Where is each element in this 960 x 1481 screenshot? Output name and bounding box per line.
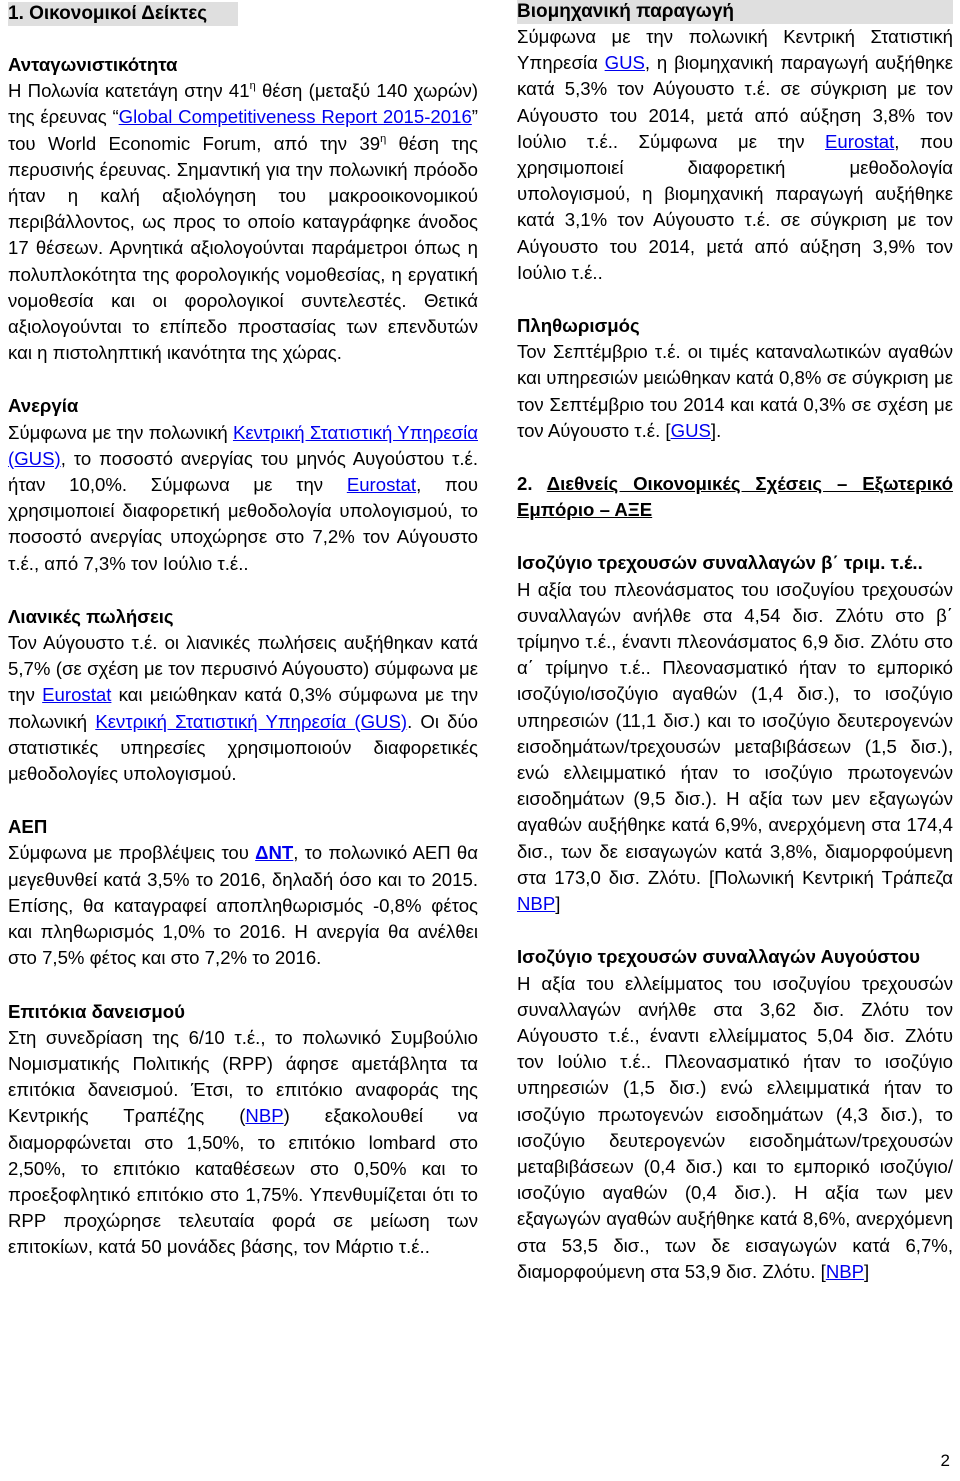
- ca-q2-heading: Ισοζύγιο τρεχουσών συναλλαγών β΄ τριμ. τ.έ..: [517, 552, 923, 574]
- rates-heading: Επιτόκια δανεισμού: [8, 1000, 185, 1022]
- eurostat-link[interactable]: Eurostat: [346, 474, 417, 496]
- inflation-paragraph: Τον Σεπτέμβριο τ.έ. οι τιμές καταναλωτικών αγαθών και υπηρεσιών μειώθηκαν κατά 0,8% σε σύγκριση με τον Σεπτέμβριο του 2014 και κατά 0,3% σε σχέση με τον Αύγουστο τ.έ. [GUS].: [517, 341, 953, 441]
- ca-aug-heading: Ισοζύγιο τρεχουσών συναλλαγών Αυγούστου: [517, 946, 920, 968]
- left-column: [8, 0, 478, 1261]
- ca-aug-paragraph: Η αξία του ελλείμματος του ισοζυγίου τρεχουσών συναλλαγών ανήλθε στα 3,62 δισ. Ζλότυ τον Αύγουστο τ.έ., έναντι ελλείμματος 5,04 δισ. Ζλότυ τον Ιούλιο τ.έ.. Πλεονασματικό ήταν το ισοζύγιο υπηρεσιών (1,5 δισ.) ενώ ελλειμματικά ήταν το ισοζύγιο πρωτογενών εισοδημάτων (4,3 δισ.), το ισοζύγιο δευτερογενών εισοδημάτων/τρεχουσών μεταβιβάσεων (0,4 δισ.) και το εμπορικό ισοζύγιο/ισοζύγιο αγαθών (0,4 δισ.). Η αξία των μεν εξαγωγών αγαθών αυξήθηκε κατά 8,6%, ανερχόμενη στα 53,5 δισ., των δε εισαγωγών κατά 6,7%, διαμορφούμενη στα 53,9 δισ. Ζλότυ. [NBP]: [517, 972, 953, 1282]
- competitiveness-paragraph: Η Πολωνία κατετάγη στην $41^\eta$ θέση (μεταξύ 140 χωρών) της έρευνας “Global Competitiveness Report 2015-2016” του World Economic Forum, από την $39^\eta$ θέση της περυσινής έρευνας. Σημαντική για την πολωνική πρόοδο ήταν η καλή αξιολόγηση του μακροοικονομικού περιβάλλοντος, ως προς το οποίο καταγράφηκε άνοδος 17 θέσεων. Αρνητικά αξιολογούνται παράμετροι όπως η πολυπλοκότητα της φορολογικής νομοθεσίας, η εργατική νομοθεσία και οι φορολογικοί συντελεστές. Θετικά αξιολογούνται το επίπεδο προστασίας των επενδυτών και η πιστοληπτική ικανότητα της χώρας.: [8, 80, 479, 364]
- retail-paragraph: Τον Αύγουστο τ.έ. οι λιανικές πωλήσεις αυξήθηκαν κατά 5,7% (σε σχέση με τον περυσινό Αύγουστο) σύμφωνα με την Eurostat και μειώθηκαν κατά 0,3% σύμφωνα με την πολωνική Κεντρική Στατιστική Υπηρεσία (GUS). Οι δύο στατιστικές υπηρεσίες χρησιμοποιούν διαφορετικές μεθοδολογίες υπολογισμού.: [8, 632, 478, 785]
- nbp-link[interactable]: NBP: [245, 1105, 284, 1127]
- right-column: [517, 0, 953, 1285]
- gdp-paragraph: Σύμφωνα με προβλέψεις του ΔΝΤ, το πολωνικό ΑΕΠ θα μεγεθυνθεί κατά 3,5% το 2016, δηλαδή όσο και το 2015. Επίσης, θα καταγραφεί αποπληθωρισμός -0,8% φέτος και πληθωρισμός 1,0% το 2016. Η ανεργία θα ανέλθει στο 7,5% φέτος και στο 7,2% το 2016.: [8, 842, 478, 969]
- unemployment-paragraph: Σύμφωνα με την πολωνική Κεντρική Στατιστική Υπηρεσία (GUS), το ποσοστό ανεργίας του μηνός Αυγούστου τ.έ. ήταν 10,0%. Σύμφωνα με την Eurostat, που χρησιμοποιεί διαφορετική μεθοδολογία υπολογισμού, το ποσοστό ανεργίας υποχώρησε στο 7,2% τον Αύγουστο τ.έ., από 7,3% τον Ιούλιο τ.έ..: [8, 421, 478, 574]
- rates-paragraph: Στη συνεδρίαση της 6/10 τ.έ., το πολωνικό Συμβούλιο Νομισματικής Πολιτικής (RPP) άφησε αμετάβλητα τα επιτόκια δανεισμού. Έτσι, το επιτόκιο αναφοράς της Κεντρικής Τραπέζης (NBP) εξακολουθεί να διαμορφώνεται στο 1,50%, το επιτόκιο lombard στο 2,50%, το επιτόκιο καταθέσεων στο 0,50% και το προεξοφλητικό επιτόκιο στο 1,75%. Υπενθυμίζεται ότι το RPP προχώρησε τελευταία φορά σε μείωση των επιτοκίων, κατά 50 μονάδες βάσης, τον Μάρτιο τ.έ..: [8, 1026, 478, 1258]
- section-2-title: 2. Διεθνείς Οικονομικές Σχέσεις – Εξωτερικό Εμπόριο – ΑΞΕ: [517, 473, 954, 521]
- section-1-title: 1. Οικονομικοί Δείκτες: [8, 2, 238, 26]
- industry-paragraph: Σύμφωνα με την πολωνική Κεντρική Στατιστική Υπηρεσία GUS, η βιομηχανική παραγωγή αυξήθηκε κατά 5,3% τον Αύγουστο τ.έ. σε σύγκριση με τον Αύγουστο του 2014, μετά από αύξηση 3,8% τον Ιούλιο τ.έ.. Σύμφωνα με την Eurostat, που χρησιμοποιεί διαφορετική μεθοδολογία υπολογισμού, η βιομηχανική παραγωγή αυξήθηκε κατά 3,1% τον Αύγουστο τ.έ. σε σύγκριση με τον Αύγουστο του 2014, μετά από αύξηση 3,9% τον Ιούλιο τ.έ..: [517, 26, 953, 283]
- nbp-link[interactable]: NBP: [517, 893, 556, 915]
- gus-link[interactable]: GUS: [670, 419, 711, 441]
- imf-link[interactable]: ΔΝΤ: [255, 842, 294, 864]
- competitiveness-heading: Ανταγωνιστικότητα: [8, 54, 178, 75]
- retail-heading: Λιανικές πωλήσεις: [8, 605, 174, 627]
- gus-link[interactable]: GUS: [604, 52, 645, 74]
- ca-q2-paragraph: Η αξία του πλεονάσματος του ισοζυγίου τρεχουσών συναλλαγών ανήλθε στα 4,54 δισ. Ζλότυ στο β΄ τρίμηνο τ.έ., έναντι πλεονάσματος 6,9 δισ. Ζλότυ στο α΄ τρίμηνο τ.έ.. Πλεονασματικό ήταν το εμπορικό ισοζύγιο/ισοζύγιο αγαθών (1,4 δισ.), το ισοζύγιο υπηρεσιών (11,1 δισ.) και το ισοζύγιο δευτερογενών εισοδημάτων/τρεχουσών μεταβιβάσεων (1,5 δισ.), ενώ ελλειμματικό ήταν το ισοζύγιο πρωτογενών εισοδημάτων (9,5 δισ.). Η αξία των μεν εξαγωγών αγαθών αυξήθηκε κατά 6,9%, ανερχόμενη στα 174,4 δισ., των δε εισαγωγών κατά 3,8%, διαμορφούμενη στα 173,0 δισ. Ζλότυ. [Πολωνική Κεντρική Τράπεζα NBP]: [517, 578, 953, 915]
- industry-heading: Βιομηχανική παραγωγή: [517, 0, 953, 24]
- eurostat-link[interactable]: Eurostat: [825, 130, 895, 152]
- gus-link[interactable]: Κεντρική Στατιστική Υπηρεσία (GUS): [8, 421, 478, 469]
- gcr-link[interactable]: Global Competitiveness Report 2015-2016: [118, 106, 472, 128]
- gus-link[interactable]: Κεντρική Στατιστική Υπηρεσία (GUS): [95, 710, 408, 732]
- unemployment-heading: Ανεργία: [8, 395, 79, 417]
- page-number: 2: [940, 1451, 950, 1470]
- eurostat-link[interactable]: Eurostat: [42, 684, 112, 706]
- nbp-link[interactable]: NBP: [825, 1260, 865, 1282]
- gdp-heading: ΑΕΠ: [8, 816, 48, 838]
- inflation-heading: Πληθωρισμός: [517, 315, 640, 337]
